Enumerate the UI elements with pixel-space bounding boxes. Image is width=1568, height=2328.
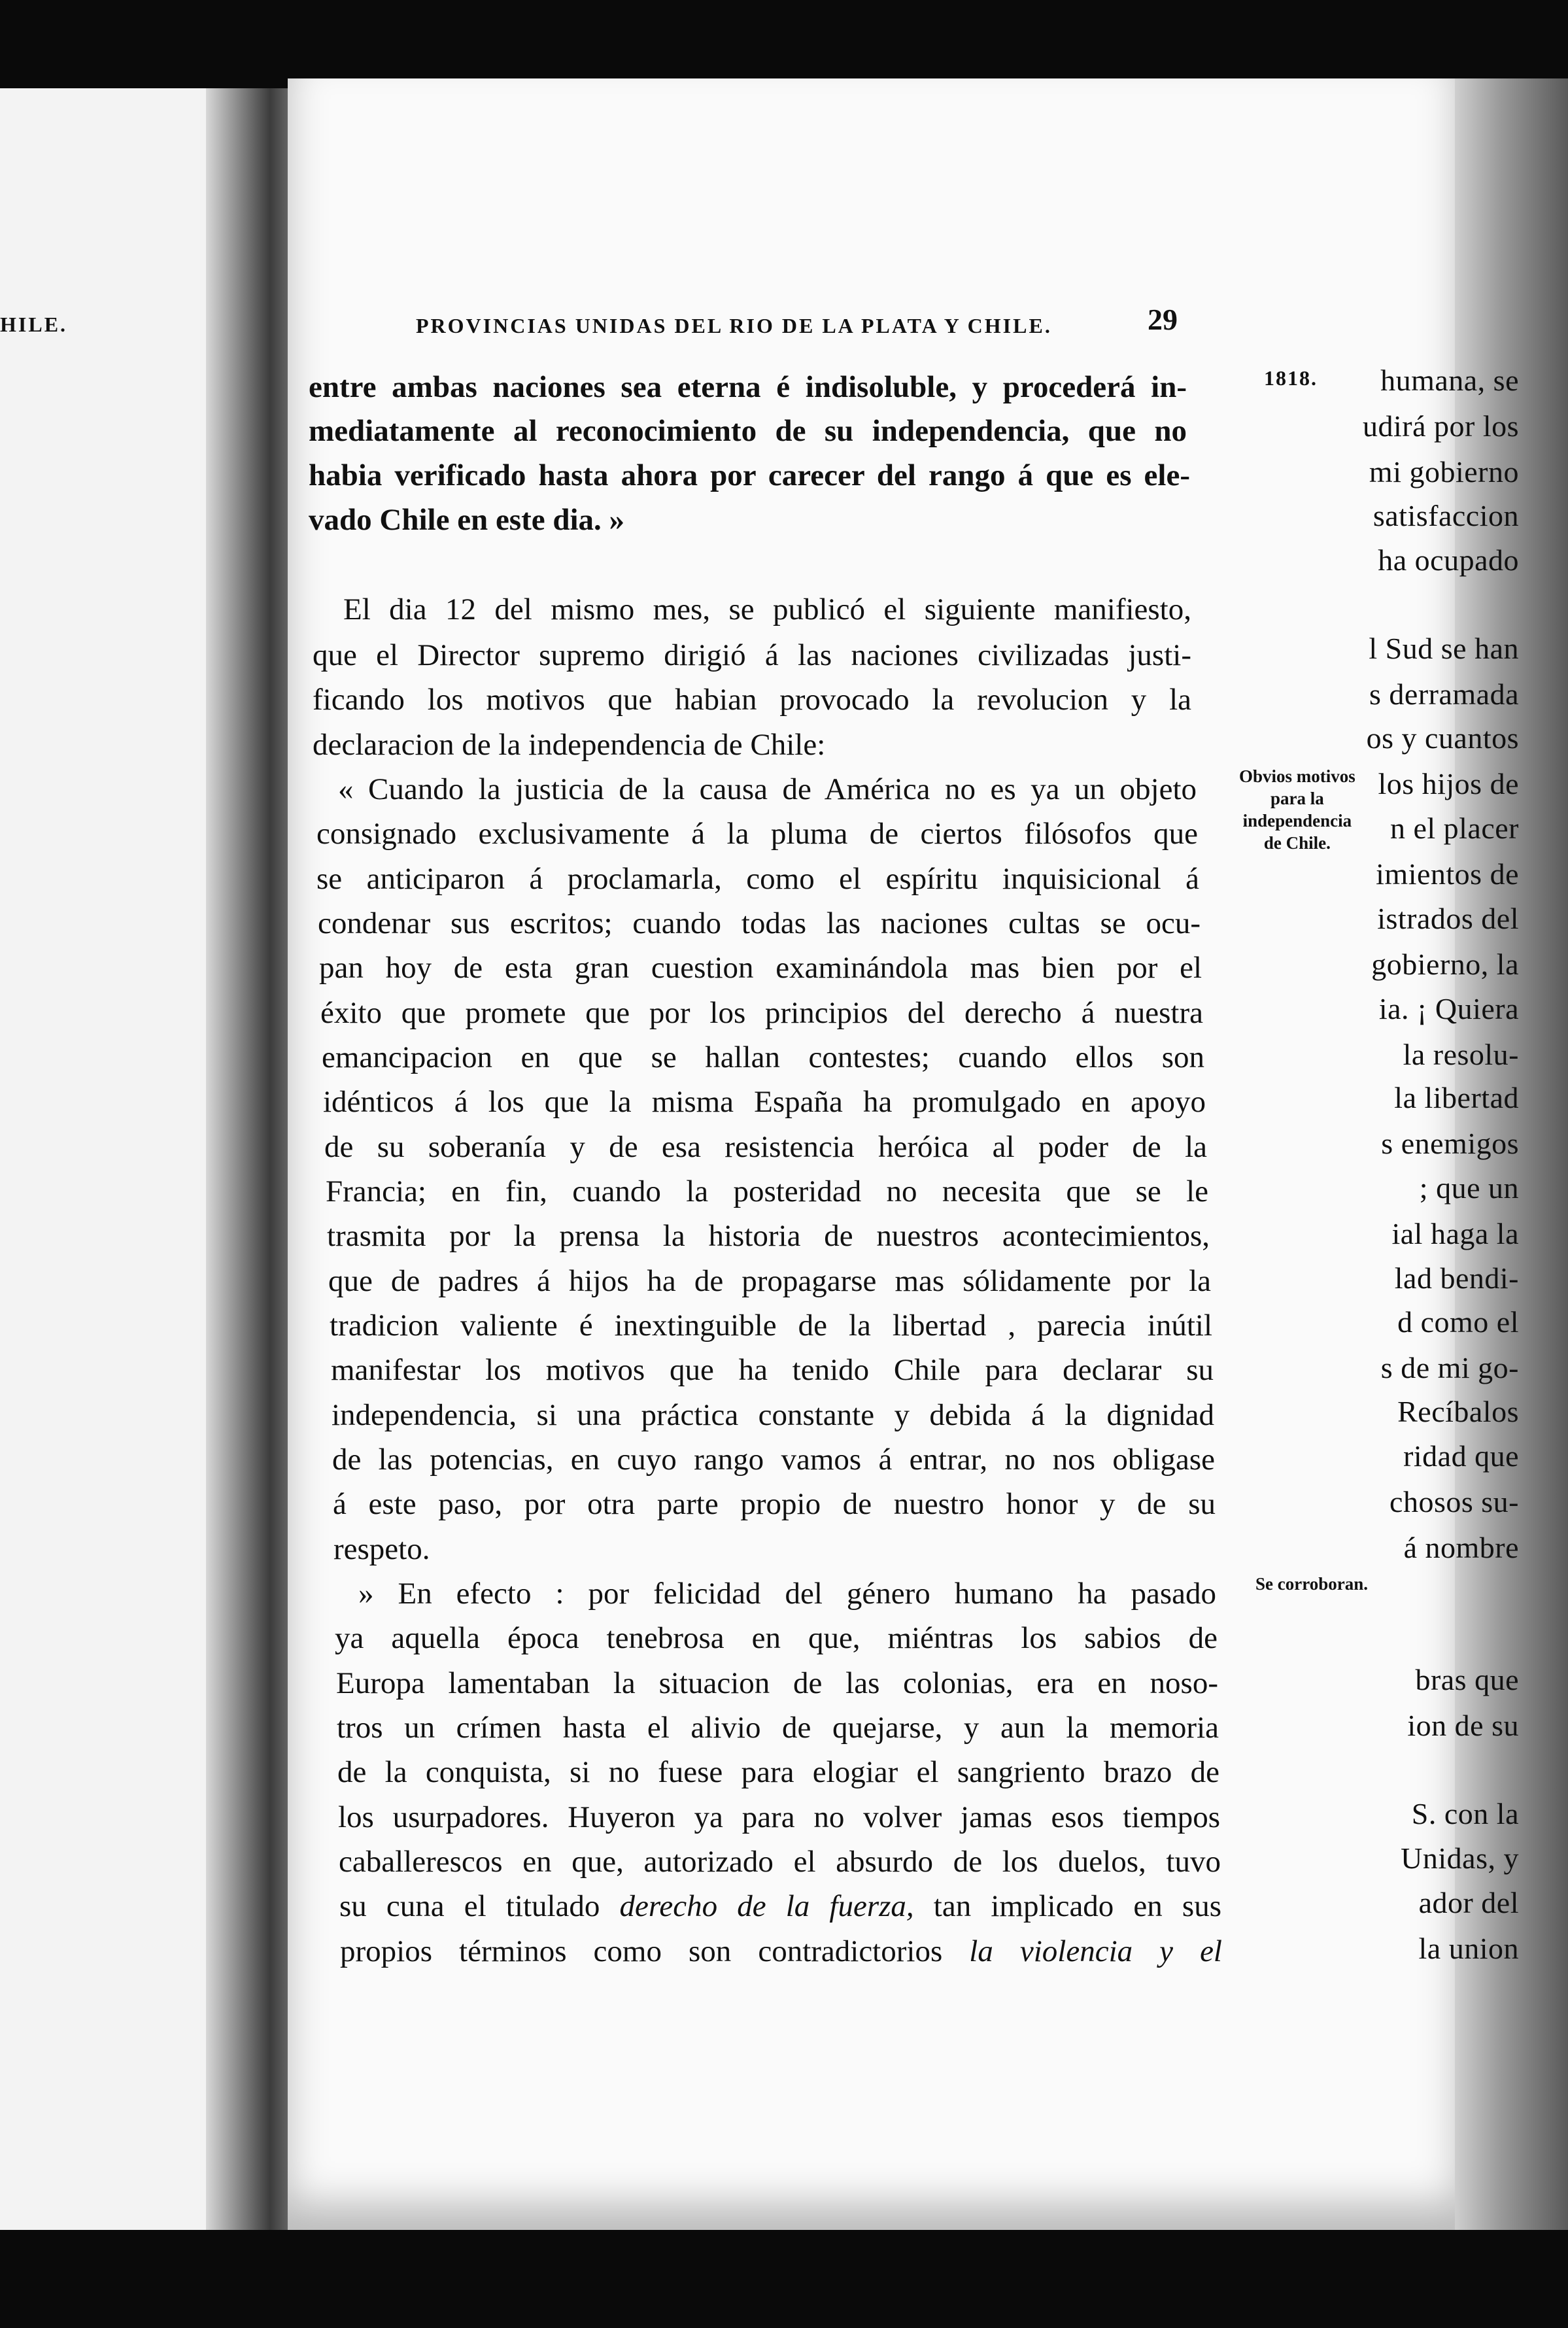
margin-note-corroboran: Se corroboran. [1255, 1574, 1368, 1594]
body-line: vado Chile en este dia. » [309, 503, 625, 537]
left-page-line: satisfaccion [1372, 499, 1519, 532]
page-number: 29 [1148, 303, 1178, 336]
body-line: pan hoy de esta gran cuestion examinándola mas bien por el [319, 951, 1202, 985]
body-line: condenar sus escritos; cuando todas las naciones cultas se ocu- [318, 906, 1201, 940]
left-page-line: gobierno, la [1371, 948, 1519, 981]
left-page-line: bras que [1415, 1663, 1519, 1696]
left-page-line: udirá por los [1362, 409, 1519, 443]
left-page-line: ador del [1418, 1886, 1519, 1919]
left-page-line: ial haga la [1391, 1217, 1519, 1250]
body-line: se anticiparon á proclamarla, como el espíritu inquisicional á [316, 862, 1199, 896]
left-page-line: ; que un [1419, 1171, 1519, 1205]
bottom-band [0, 2230, 1568, 2328]
body-line: de su soberanía y de esa resistencia heróica al poder de la [324, 1130, 1207, 1164]
left-page-line: ia. ¡ Quiera [1378, 992, 1519, 1025]
italic-phrase: la violencia y el [969, 1934, 1222, 1968]
left-page-line: S. con la [1411, 1797, 1519, 1830]
margin-note-line: independencia [1242, 811, 1352, 830]
left-page-line: mi gobierno [1369, 455, 1519, 488]
body-line: independencia, si una práctica constante y debida á la dignidad [332, 1398, 1214, 1432]
left-page-line: n el placer [1389, 812, 1519, 845]
margin-note-line: de Chile. [1263, 833, 1331, 853]
body-line: caballerescos en que, autorizado el absurdo de los duelos, tuvo [339, 1845, 1221, 1879]
body-line: mediatamente al reconocimiento de su independencia, que no [309, 414, 1187, 448]
body-line: entre ambas naciones sea eterna é indisoluble, y procederá in- [309, 370, 1187, 404]
body-line: éxito que promete que por los principios del derecho á nuestra [320, 996, 1203, 1030]
body-line: su cuna el titulado derecho de la fuerza, tan implicado en sus [339, 1889, 1221, 1923]
body-line: Francia; en fin, cuando la posteridad no necesita que se le [326, 1174, 1208, 1208]
body-line: » En efecto : por felicidad del género humano ha pasado [358, 1577, 1216, 1611]
body-line: Europa lamentaban la situacion de las colonias, era en noso- [336, 1666, 1218, 1700]
left-page-line: lad bendi- [1394, 1261, 1519, 1295]
body-line: de las potencias, en cuyo rango vamos á entrar, no nos obligase [332, 1443, 1215, 1477]
body-line: El dia 12 del mismo mes, se publicó el siguiente manifiesto, [343, 592, 1191, 626]
running-head: PROVINCIAS UNIDAS DEL RIO DE LA PLATA Y CHILE. [416, 314, 1052, 337]
body-line: emancipacion en que se hallan contestes; cuando ellos son [322, 1040, 1204, 1074]
left-page [0, 88, 219, 2236]
margin-note-line: para la [1270, 789, 1324, 808]
body-line: tradicion valiente é inextinguible de la libertad , parecia inútil [330, 1309, 1212, 1343]
left-page-line: ion de su [1407, 1709, 1519, 1742]
body-line: consignado exclusivamente á la pluma de ciertos filósofos que [316, 817, 1198, 851]
body-line: trasmita por la prensa la historia de nuestros acontecimientos, [327, 1219, 1210, 1253]
margin-note-obvios [1239, 765, 1355, 854]
left-page-line: chosos su- [1389, 1485, 1519, 1518]
body-line: á este paso, por otra parte propio de nuestro honor y de su [333, 1487, 1216, 1521]
left-page-header: HILE. [0, 313, 68, 336]
left-page-line: Unidas, y [1401, 1841, 1519, 1875]
body-line: declaracion de la independencia de Chile: [313, 728, 826, 762]
left-page-line: imientos de [1376, 857, 1519, 891]
margin-note-line: Obvios motivos [1239, 766, 1355, 786]
left-page-line: á nombre [1403, 1531, 1519, 1564]
left-page-line: los hijos de [1378, 767, 1519, 800]
left-page-line: la union [1418, 1932, 1519, 1965]
left-page-line: s enemigos [1381, 1127, 1519, 1160]
body-line: idénticos á los que la misma España ha promulgado en apoyo [323, 1085, 1206, 1119]
left-page-line: humana, se [1380, 364, 1519, 397]
left-page-line: ha ocupado [1378, 543, 1519, 577]
margin-year: 1818. [1264, 366, 1318, 390]
body-line: respeto. [333, 1532, 430, 1566]
body-line: que el Director supremo dirigió á las naciones civilizadas justi- [313, 638, 1191, 672]
left-page-line: Recíbalos [1397, 1395, 1519, 1428]
left-page-line: la libertad [1394, 1081, 1519, 1114]
body-line: propios términos como son contradictorios la violencia y el [340, 1934, 1222, 1968]
italic-phrase: derecho de la fuerza, [619, 1889, 914, 1923]
body-line: que de padres á hijos ha de propagarse mas sólidamente por la [328, 1264, 1211, 1298]
body-line: manifestar los motivos que ha tenido Chile para declarar su [331, 1353, 1214, 1387]
left-page-line: os y cuantos [1366, 721, 1519, 755]
gutter-shadow [206, 88, 298, 2236]
left-page-line: s derramada [1369, 677, 1519, 711]
page-edge [1455, 78, 1568, 2256]
left-page-line: ridad que [1403, 1439, 1519, 1473]
body-line: de la conquista, si no fuese para elogiar el sangriento brazo de [337, 1755, 1219, 1789]
body-line: ficando los motivos que habian provocado la revolucion y la [313, 683, 1191, 717]
body-line: ya aquella época tenebrosa en que, miéntras los sabios de [335, 1621, 1218, 1655]
left-page-line: la resolu- [1403, 1038, 1519, 1071]
body-line: habia verificado hasta ahora por carecer del rango á que es ele- [309, 458, 1190, 492]
left-page-line: d como el [1397, 1305, 1519, 1339]
body-line: los usurpadores. Huyeron ya para no volver jamas esos tiempos [338, 1800, 1220, 1834]
left-page-line: istrados del [1377, 902, 1519, 935]
body-line: « Cuando la justicia de la causa de América no es ya un objeto [338, 772, 1197, 806]
left-page-line: s de mi go- [1380, 1351, 1519, 1384]
left-page-line: l Sud se han [1369, 632, 1519, 665]
body-line: tros un crímen hasta el alivio de quejarse, y aun la memoria [337, 1711, 1219, 1745]
